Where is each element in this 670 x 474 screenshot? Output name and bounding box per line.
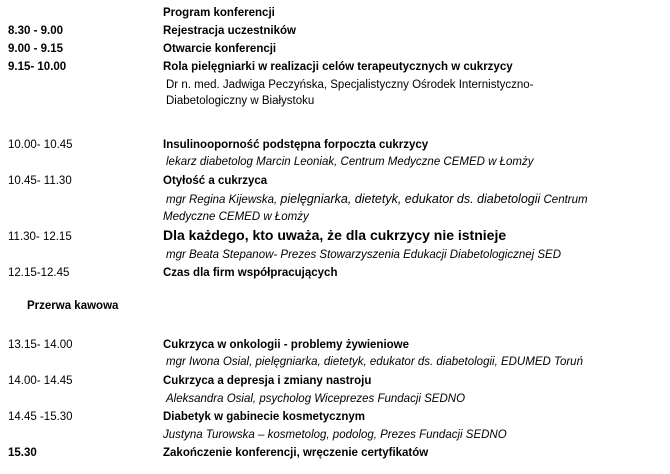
session-title: Czas dla firm współpracujących xyxy=(163,267,338,279)
speaker-info: Justyna Turowska – kosmetolog, podolog, Prezes Fundacji SEDNO xyxy=(163,429,507,441)
speaker-info: Dr n. med. Jadwiga Peczyńska, Specjalistyczny Ośrodek Internistyczno- xyxy=(166,79,534,91)
speaker-info xyxy=(166,192,588,208)
speaker-role: pielęgniarka, dietetyk, edukator ds. diabetologii xyxy=(280,192,541,206)
program-title: Program konferencji xyxy=(163,7,275,19)
time-slot: 11.30- 12.15 xyxy=(8,231,72,243)
time-slot: 9.15- 10.00 xyxy=(8,61,67,73)
time-slot: 8.30 - 9.00 xyxy=(8,25,63,37)
time-slot: 15.30 xyxy=(8,447,37,459)
speaker-info: Diabetologiczny w Białystoku xyxy=(166,95,315,107)
time-slot: 9.00 - 9.15 xyxy=(8,43,63,55)
session-title: Otwarcie konferencji xyxy=(163,43,277,55)
time-slot: 14.45 -15.30 xyxy=(8,411,73,423)
session-title: Dla każdego, kto uważa, że dla cukrzycy nie istnieje xyxy=(163,227,507,243)
time-slot: 12.15-12.45 xyxy=(8,267,70,279)
speaker-info: lekarz diabetolog Marcin Leoniak, Centrum Medyczne CEMED w Łomży xyxy=(166,156,534,168)
session-title: Zakończenie konferencji, wręczenie certyfikatów xyxy=(163,447,429,459)
session-title: Cukrzyca w onkologii - problemy żywieniowe xyxy=(163,339,410,351)
session-title: Diabetyk w gabinecie kosmetycznym xyxy=(163,411,365,423)
time-slot: 10.00- 10.45 xyxy=(8,139,73,151)
speaker-info: mgr Iwona Osial, pielęgniarka, dietetyk, edukator ds. diabetologii, EDUMED Toruń xyxy=(166,356,583,368)
time-slot: 13.15- 14.00 xyxy=(8,339,73,351)
speaker-info: mgr Beata Stepanow- Prezes Stowarzyszenia Edukacji Diabetologicznej SED xyxy=(166,249,562,261)
coffee-break-label: Przerwa kawowa xyxy=(27,300,119,312)
session-title: Otyłość a cukrzyca xyxy=(163,175,268,187)
time-slot: 14.00- 14.45 xyxy=(8,375,73,387)
speaker-name: mgr Regina Kijewska, xyxy=(166,194,281,206)
session-title: Cukrzyca a depresja i zmiany nastroju xyxy=(163,375,372,387)
speaker-org: Centrum xyxy=(540,194,588,206)
session-title: Insulinooporność podstępna forpoczta cukrzycy xyxy=(163,139,429,151)
time-slot: 10.45- 11.30 xyxy=(8,175,72,187)
speaker-info: Aleksandra Osial, psycholog Wiceprezes Fundacji SEDNO xyxy=(166,393,466,405)
speaker-info: Medyczne CEMED w Łomży xyxy=(163,211,309,223)
session-title: Rejestracja uczestników xyxy=(163,25,296,37)
session-title: Rola pielęgniarki w realizacji celów terapeutycznych w cukrzycy xyxy=(163,61,513,73)
